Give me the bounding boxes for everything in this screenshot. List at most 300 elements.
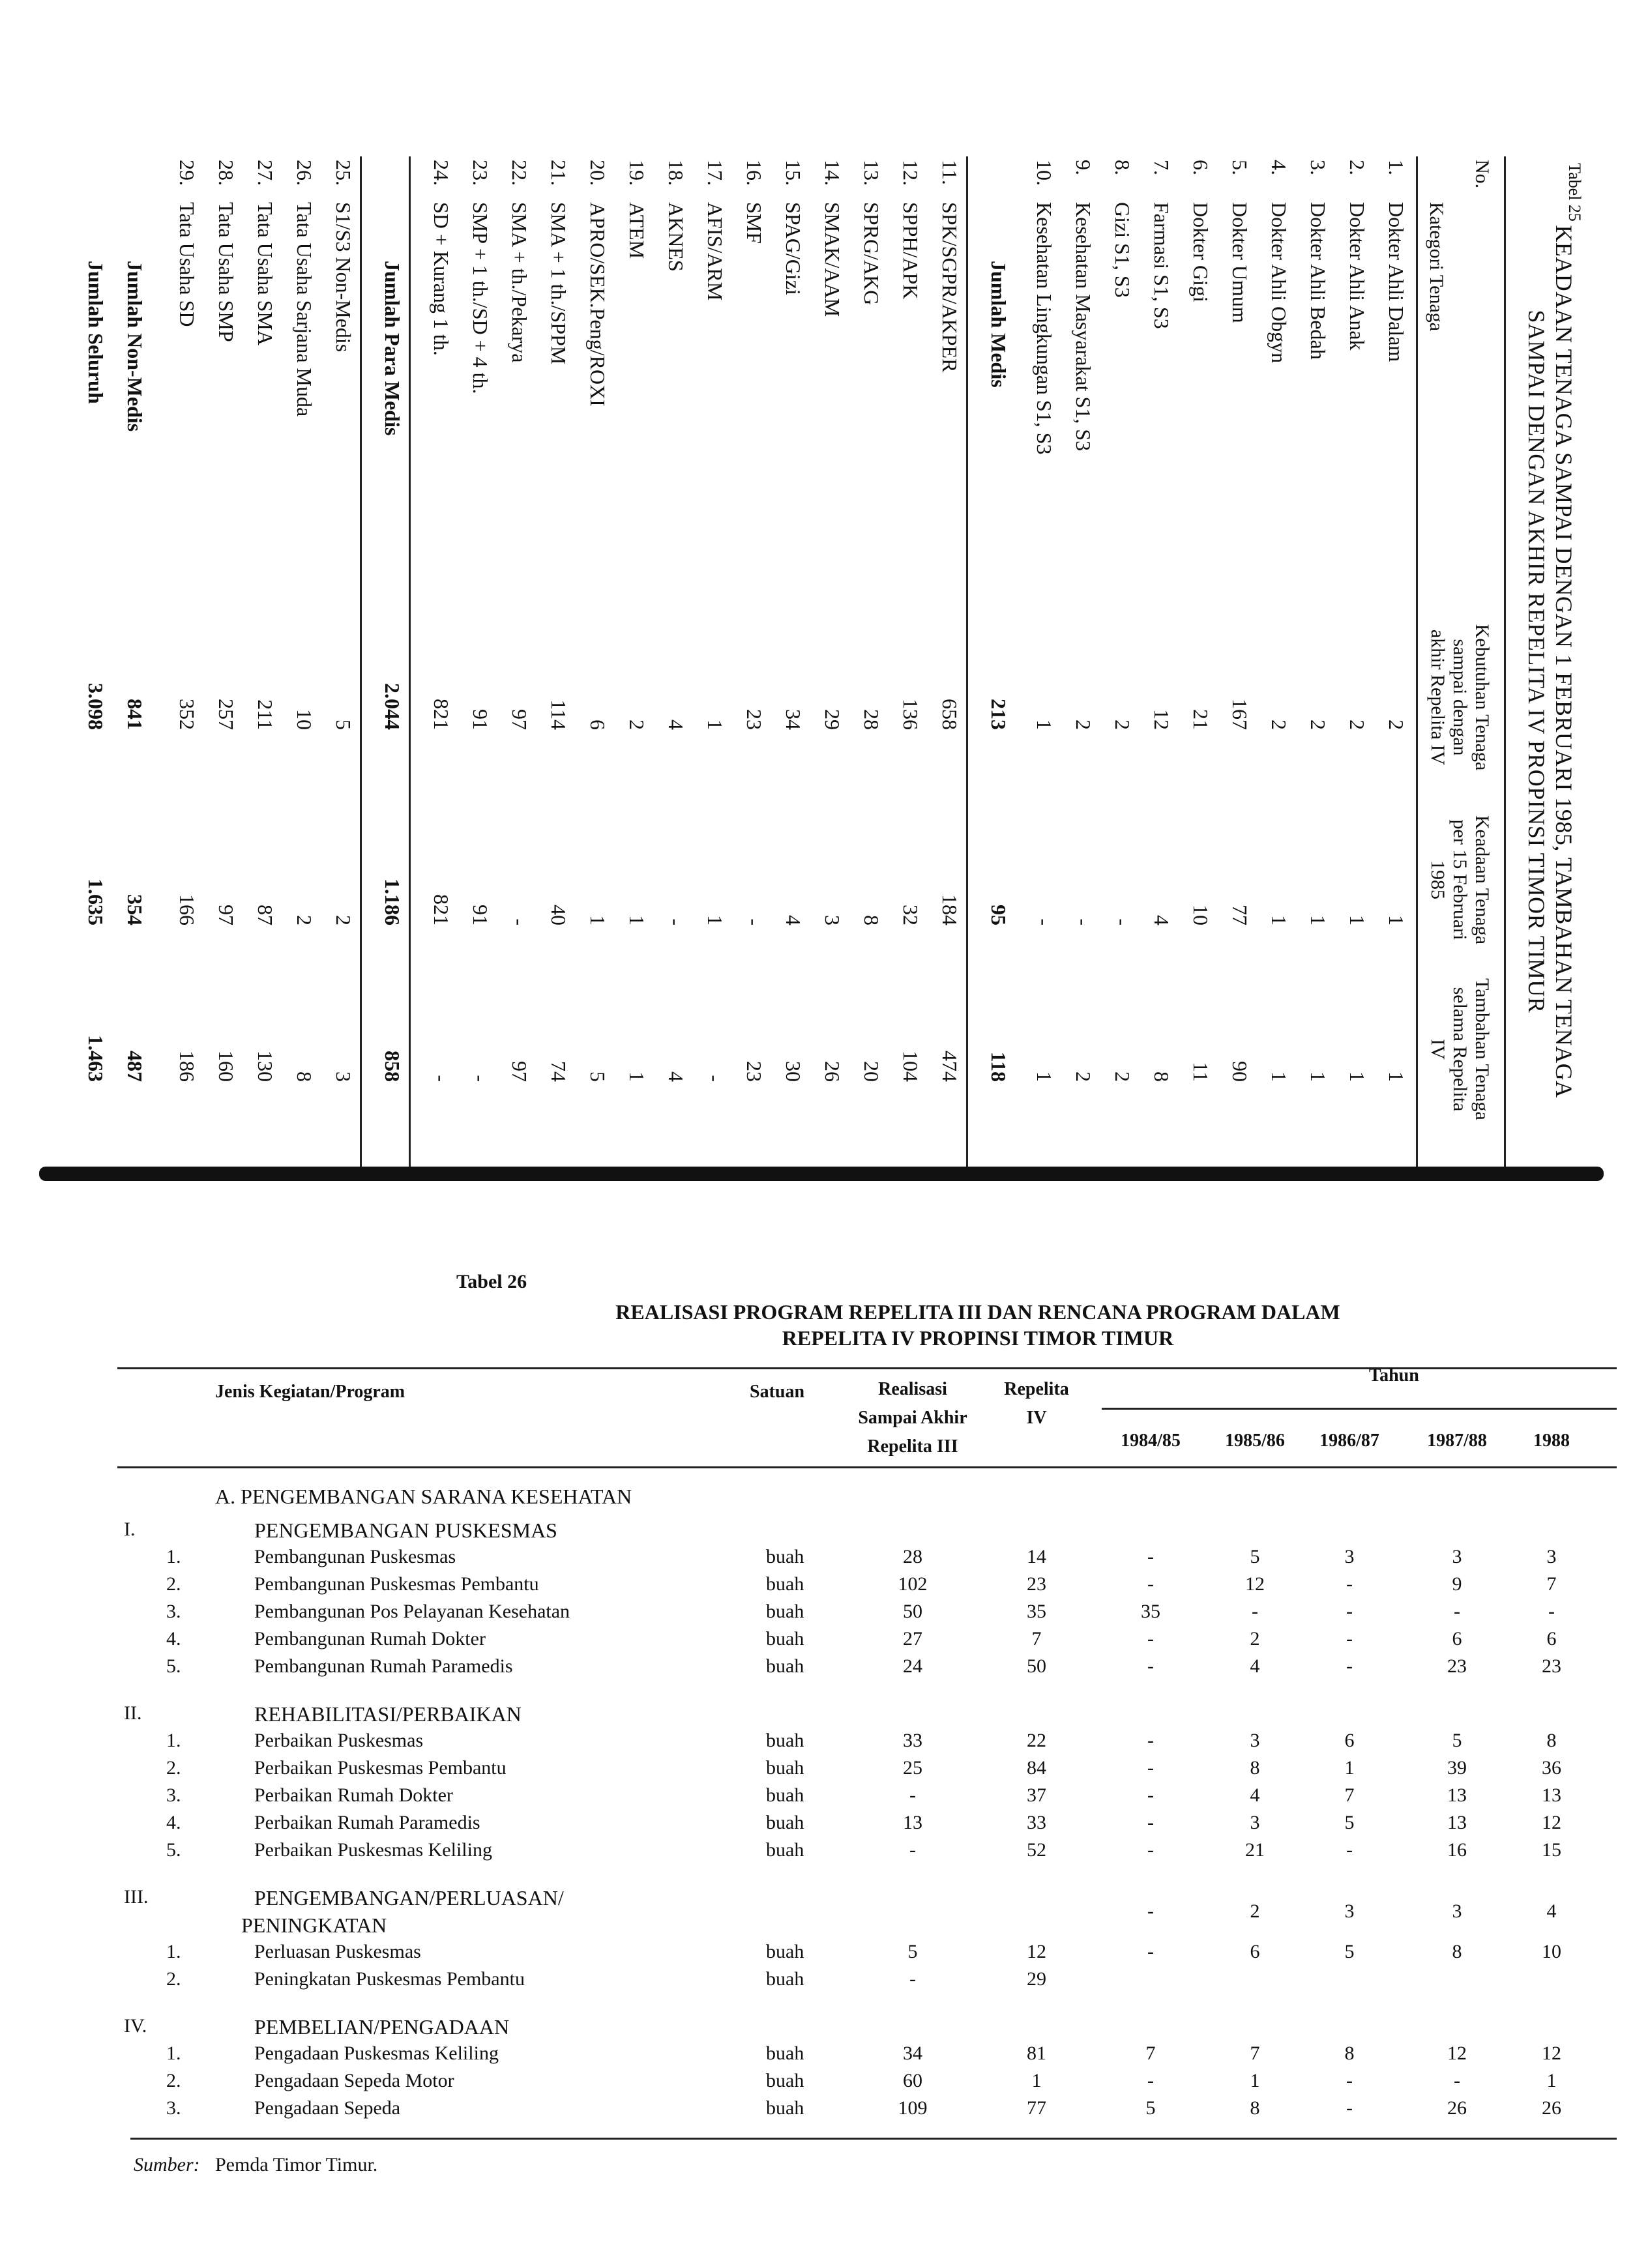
cell-year: 23 xyxy=(1447,1655,1467,1677)
row-number: 7. xyxy=(1150,160,1173,175)
row-number: 2. xyxy=(166,2070,181,2091)
cell-satuan: buah xyxy=(766,1941,804,1962)
cell-tambahan: 160 xyxy=(214,1051,238,1082)
cell-keadaan: 1 xyxy=(703,915,727,925)
cell-realisasi: - xyxy=(909,1968,916,1990)
cell-keadaan: 2 xyxy=(332,915,355,925)
row-label: Jumlah Para Medis xyxy=(381,261,404,436)
cell-realisasi: - xyxy=(909,1784,916,1806)
row-number: 1. xyxy=(166,1941,181,1962)
group-total-cell: 3 xyxy=(1344,1900,1355,1922)
row-number: 3. xyxy=(166,1784,181,1806)
row-program: Perbaikan Puskesmas xyxy=(254,1730,424,1751)
row-label: Jumlah Non-Medis xyxy=(123,261,147,432)
table-row xyxy=(922,156,962,1167)
cell-year: 6 xyxy=(1546,1628,1557,1650)
cell-year: 3 xyxy=(1250,1730,1260,1751)
group-total-cell: - xyxy=(1147,1900,1154,1922)
lower-table-label: Tabel 26 xyxy=(456,1271,527,1292)
upper-table-title-line1: KEADAAN TENAGA SAMPAI DENGAN 1 FEBRUARI 1985, TAMBAHAN TENAGA xyxy=(1551,225,1577,1098)
group-title: PEMBELIAN/PENGADAAN xyxy=(254,2015,510,2039)
cell-kebutuhan: 3.098 xyxy=(84,683,108,730)
cell-tambahan: 4 xyxy=(664,1071,688,1082)
cell-year: 6 xyxy=(1344,1730,1355,1751)
rule xyxy=(360,156,362,1167)
cell-year: - xyxy=(1252,1601,1258,1622)
cell-year: - xyxy=(1147,1812,1154,1833)
cell-kebutuhan: 97 xyxy=(508,709,531,730)
row-kategori: Tata Usaha Sarjana Muda xyxy=(293,202,316,417)
cell-keadaan: 4 xyxy=(1150,915,1173,925)
cell-tambahan: 74 xyxy=(547,1061,570,1082)
cell-keadaan: 1 xyxy=(586,915,610,925)
cell-tambahan: 1 xyxy=(1267,1071,1291,1082)
row-label: Jumlah Seluruh xyxy=(84,261,108,404)
cell-repelita: 50 xyxy=(1027,1655,1046,1677)
table-number-mark: Tabel 25 xyxy=(1565,163,1584,222)
row-number: 2. xyxy=(166,1573,181,1595)
cell-year: 12 xyxy=(1447,2043,1467,2064)
cell-realisasi: 28 xyxy=(903,1546,922,1567)
table-row xyxy=(277,156,316,1167)
year-header: 1987/88 xyxy=(1427,1431,1487,1451)
cell-satuan: buah xyxy=(766,2043,804,2064)
cell-year: 8 xyxy=(1344,2043,1355,2064)
row-number: 21. xyxy=(547,160,570,186)
row-program: Pembangunan Rumah Dokter xyxy=(254,1628,486,1650)
cell-year: 26 xyxy=(1447,2097,1467,2119)
row-kategori: SMA + th./Pekarya xyxy=(508,202,531,363)
cell-year: 2 xyxy=(1250,1628,1260,1650)
cell-kebutuhan: 136 xyxy=(899,699,922,730)
header-keadaan: Keadaan Tenaga per 15 Februari 1985 xyxy=(1427,815,1493,945)
row-number: 12. xyxy=(899,160,922,186)
cell-year: 10 xyxy=(1542,1941,1561,1962)
cell-kebutuhan: 28 xyxy=(860,709,883,730)
row-number: 19. xyxy=(625,160,649,186)
cell-year: 36 xyxy=(1542,1757,1561,1779)
cell-year: 3 xyxy=(1546,1546,1557,1567)
row-number: 3. xyxy=(166,2097,181,2119)
table-row xyxy=(805,156,844,1167)
cell-tambahan: 8 xyxy=(293,1071,316,1082)
row-number: 29. xyxy=(175,160,199,186)
table-row xyxy=(1291,156,1330,1167)
cell-tambahan: 30 xyxy=(782,1061,805,1082)
cell-year: 5 xyxy=(1344,1812,1355,1833)
cell-repelita: 33 xyxy=(1027,1812,1046,1833)
cell-year: 7 xyxy=(1250,2043,1260,2064)
row-number: 1. xyxy=(166,1546,181,1567)
group-title: REHABILITASI/PERBAIKAN xyxy=(254,1702,522,1726)
cell-tambahan: 3 xyxy=(332,1071,355,1082)
cell-keadaan: - xyxy=(743,918,766,925)
row-program: Perbaikan Rumah Dokter xyxy=(254,1784,453,1806)
rule xyxy=(117,1466,1617,1468)
row-program: Perbaikan Puskesmas Pembantu xyxy=(254,1757,507,1779)
header-repelita: Repelita IV xyxy=(1004,1379,1069,1428)
row-program: Perluasan Puskesmas xyxy=(254,1941,421,1962)
cell-repelita: 7 xyxy=(1031,1628,1042,1650)
row-kategori: Dokter Ahli Dalam xyxy=(1385,202,1408,362)
cell-keadaan: 87 xyxy=(254,905,277,925)
row-kategori: SMA + 1 th./SPPM xyxy=(547,202,570,365)
cell-kebutuhan: 34 xyxy=(782,709,805,730)
cell-realisasi: 25 xyxy=(903,1757,922,1779)
row-kategori: AFIS/ARM xyxy=(703,202,727,301)
cell-kebutuhan: 658 xyxy=(938,699,962,730)
cell-realisasi: - xyxy=(909,1839,916,1861)
cell-year: 26 xyxy=(1542,2097,1561,2119)
cell-kebutuhan: 23 xyxy=(743,709,766,730)
cell-kebutuhan: 5 xyxy=(332,720,355,730)
cell-keadaan: 2 xyxy=(293,915,316,925)
cell-year: 13 xyxy=(1542,1784,1561,1806)
cell-kebutuhan: 2 xyxy=(1072,720,1095,730)
cell-year: 8 xyxy=(1250,1757,1260,1779)
cell-keadaan: 95 xyxy=(987,905,1010,925)
row-kategori: ATEM xyxy=(625,202,649,259)
cell-year: 35 xyxy=(1141,1601,1160,1622)
cell-tambahan: 97 xyxy=(508,1061,531,1082)
cell-keadaan: - xyxy=(1111,918,1134,925)
cell-keadaan: - xyxy=(508,918,531,925)
row-program: Peningkatan Puskesmas Pembantu xyxy=(254,1968,525,1990)
row-number: 1. xyxy=(166,2043,181,2064)
cell-satuan: buah xyxy=(766,2097,804,2119)
header-kebutuhan: Kebutuhan Tenaga sampai dengan akhir Repelita IV xyxy=(1427,624,1493,771)
cell-year: - xyxy=(1548,1601,1555,1622)
cell-kebutuhan: 4 xyxy=(664,720,688,730)
cell-year: 7 xyxy=(1344,1784,1355,1806)
cell-keadaan: 3 xyxy=(821,915,844,925)
cell-year: 8 xyxy=(1546,1730,1557,1751)
table-row xyxy=(238,156,277,1167)
cell-tambahan: 474 xyxy=(938,1051,962,1082)
group-roman: III. xyxy=(124,1886,149,1908)
header-realisasi: Realisasi Sampai Akhir Repelita III xyxy=(858,1379,967,1457)
rule xyxy=(130,2138,1617,2140)
cell-tambahan: 20 xyxy=(860,1061,883,1082)
cell-year: - xyxy=(1454,1601,1460,1622)
cell-kebutuhan: 1 xyxy=(703,720,727,730)
cell-tambahan: - xyxy=(430,1075,453,1082)
cell-year: 12 xyxy=(1245,1573,1265,1595)
row-program: Pembangunan Puskesmas xyxy=(254,1546,456,1567)
row-kategori: Tata Usaha SMP xyxy=(214,202,238,342)
cell-realisasi: 34 xyxy=(903,2043,922,2064)
cell-year: - xyxy=(1346,2097,1353,2119)
row-number: 28. xyxy=(214,160,238,186)
table-row xyxy=(160,156,199,1167)
row-kategori: SMF xyxy=(743,202,766,244)
cell-year: 5 xyxy=(1344,1941,1355,1962)
cell-keadaan: 1 xyxy=(1385,915,1408,925)
row-number: 22. xyxy=(508,160,531,186)
year-header: 1986/87 xyxy=(1319,1431,1379,1451)
cell-year: 16 xyxy=(1447,1839,1467,1861)
cell-satuan: buah xyxy=(766,1968,804,1990)
row-number: 3. xyxy=(1306,160,1330,175)
cell-satuan: buah xyxy=(766,1812,804,1833)
rule xyxy=(1504,156,1506,1167)
cell-kebutuhan: 2 xyxy=(1346,720,1369,730)
cell-year: - xyxy=(1346,1655,1353,1677)
cell-year: - xyxy=(1454,2070,1460,2091)
table-row xyxy=(610,156,649,1167)
group-roman: IV. xyxy=(124,2015,147,2037)
group-total-cell: 3 xyxy=(1452,1900,1462,1922)
row-kategori: SPK/SGPR/AKPER xyxy=(938,202,962,373)
row-program: Perbaikan Rumah Paramedis xyxy=(254,1812,480,1833)
cell-year: - xyxy=(1147,1730,1154,1751)
row-kategori: SPRG/AKG xyxy=(860,202,883,306)
cell-satuan: buah xyxy=(766,1628,804,1650)
row-number: 4. xyxy=(166,1812,181,1833)
cell-kebutuhan: 21 xyxy=(1189,709,1213,730)
cell-tambahan: - xyxy=(703,1075,727,1082)
cell-tambahan: - xyxy=(469,1075,492,1082)
cell-year: - xyxy=(1147,1941,1154,1962)
table-row xyxy=(727,156,766,1167)
table-row xyxy=(1330,156,1369,1167)
upper-table xyxy=(39,156,1578,1167)
cell-keadaan: 1.186 xyxy=(381,879,404,925)
total-row xyxy=(365,156,404,1167)
cell-keadaan: 1 xyxy=(1267,915,1291,925)
cell-tambahan: 130 xyxy=(254,1051,277,1082)
row-number: 25. xyxy=(332,160,355,186)
row-kategori: APRO/SEK.Peng/ROXI xyxy=(586,202,610,407)
cell-keadaan: 77 xyxy=(1228,905,1252,925)
upper-table-title-line2: SAMPAI DENGAN AKHIR REPELITA IV PROPINSI TIMOR TIMUR xyxy=(1523,310,1550,1013)
row-kategori: Dokter Ahli Anak xyxy=(1346,202,1369,351)
source-label: Sumber: xyxy=(134,2154,200,2175)
row-number: 1. xyxy=(1385,160,1408,175)
cell-year: 21 xyxy=(1245,1839,1265,1861)
cell-realisasi: 50 xyxy=(903,1601,922,1622)
cell-year: - xyxy=(1147,1573,1154,1595)
cell-year: - xyxy=(1346,1601,1353,1622)
row-kategori: SMP + 1 th./SD + 4 th. xyxy=(469,202,492,394)
cell-year: 8 xyxy=(1250,2097,1260,2119)
row-number: 2. xyxy=(166,1757,181,1779)
row-number: 15. xyxy=(782,160,805,186)
rule xyxy=(1416,156,1418,1167)
row-program: Pembangunan Rumah Paramedis xyxy=(254,1655,513,1677)
cell-tambahan: 8 xyxy=(1150,1071,1173,1082)
cell-kebutuhan: 1 xyxy=(1033,720,1056,730)
cell-kebutuhan: 352 xyxy=(175,699,199,730)
group-roman: II. xyxy=(124,1702,142,1724)
table-row xyxy=(1134,156,1173,1167)
row-number: 17. xyxy=(703,160,727,186)
group-total-cell: 2 xyxy=(1250,1900,1260,1922)
lower-table-title-line1: REALISASI PROGRAM REPELITA III DAN RENCANA PROGRAM DALAM xyxy=(615,1300,1340,1324)
cell-year: 7 xyxy=(1145,2043,1156,2064)
cell-keadaan: 97 xyxy=(214,905,238,925)
cell-repelita: 52 xyxy=(1027,1839,1046,1861)
cell-keadaan: 166 xyxy=(175,894,199,925)
row-kategori: Kesehatan Lingkungan S1, S3 xyxy=(1033,202,1056,455)
cell-year: 7 xyxy=(1546,1573,1557,1595)
row-kategori: Tata Usaha SMA xyxy=(254,202,277,345)
row-number: 27. xyxy=(254,160,277,186)
table-row xyxy=(1213,156,1252,1167)
cell-year: 4 xyxy=(1250,1655,1260,1677)
cell-repelita: 37 xyxy=(1027,1784,1046,1806)
group-title-cont: PENINGKATAN xyxy=(241,1913,387,1937)
cell-year: - xyxy=(1147,1784,1154,1806)
row-kategori: Kesehatan Masyarakat S1, S3 xyxy=(1072,202,1095,452)
cell-satuan: buah xyxy=(766,1573,804,1595)
table-row xyxy=(453,156,492,1167)
table-row xyxy=(1056,156,1095,1167)
row-number: 5. xyxy=(166,1655,181,1677)
cell-satuan: buah xyxy=(766,2070,804,2091)
cell-tambahan: 1 xyxy=(1385,1071,1408,1082)
cell-keadaan: 1 xyxy=(625,915,649,925)
cell-year: 4 xyxy=(1250,1784,1260,1806)
row-number: 13. xyxy=(860,160,883,186)
year-header: 1985/86 xyxy=(1225,1431,1285,1451)
cell-keadaan: 10 xyxy=(1189,905,1213,925)
cell-repelita: 12 xyxy=(1027,1941,1046,1962)
cell-satuan: buah xyxy=(766,1757,804,1779)
year-header: 1988 xyxy=(1533,1431,1570,1451)
group-roman: I. xyxy=(124,1519,136,1540)
cell-keadaan: 354 xyxy=(123,894,147,925)
cell-year: 5 xyxy=(1452,1730,1462,1751)
cell-satuan: buah xyxy=(766,1601,804,1622)
row-kategori: SMAK/AAM xyxy=(821,202,844,317)
row-number: 14. xyxy=(821,160,844,186)
lower-table-title-line2: REPELITA IV PROPINSI TIMOR TIMUR xyxy=(782,1326,1174,1350)
cell-satuan: buah xyxy=(766,1839,804,1861)
row-program: Pengadaan Puskesmas Keliling xyxy=(254,2043,499,2064)
cell-year: 3 xyxy=(1452,1546,1462,1567)
row-kategori: SPPH/APK xyxy=(899,202,922,300)
cell-kebutuhan: 821 xyxy=(430,699,453,730)
row-number: 3. xyxy=(166,1601,181,1622)
row-number: 9. xyxy=(1072,160,1095,175)
cell-tambahan: 90 xyxy=(1228,1061,1252,1082)
cell-repelita: 35 xyxy=(1027,1601,1046,1622)
header-tahun: Tahun xyxy=(1369,1365,1419,1386)
cell-year: - xyxy=(1346,2070,1353,2091)
row-number: 6. xyxy=(1189,160,1213,175)
cell-keadaan: 4 xyxy=(782,915,805,925)
cell-tambahan: 5 xyxy=(586,1071,610,1082)
cell-year: 12 xyxy=(1542,1812,1561,1833)
table-row xyxy=(316,156,355,1167)
cell-year: - xyxy=(1147,1655,1154,1677)
cell-keadaan: 184 xyxy=(938,894,962,925)
table-row xyxy=(1252,156,1291,1167)
row-program: Perbaikan Puskesmas Keliling xyxy=(254,1839,492,1861)
cell-tambahan: 104 xyxy=(899,1051,922,1082)
cell-repelita: 1 xyxy=(1031,2070,1042,2091)
header-tambahan: Tambahan Tenaga selama Repelita IV xyxy=(1427,978,1493,1120)
row-number: 2. xyxy=(166,1968,181,1990)
row-kategori: Farmasi S1, S3 xyxy=(1150,202,1173,329)
cell-keadaan: - xyxy=(664,918,688,925)
row-kategori: Dokter Umum xyxy=(1228,202,1252,323)
cell-tambahan: 1 xyxy=(625,1071,649,1082)
table-row xyxy=(649,156,688,1167)
source-text: Pemda Timor Timur. xyxy=(215,2154,378,2175)
total-row xyxy=(68,156,108,1167)
cell-kebutuhan: 114 xyxy=(547,699,570,730)
row-number: 26. xyxy=(293,160,316,186)
row-program: Pembangunan Pos Pelayanan Kesehatan xyxy=(254,1601,570,1622)
cell-year: 23 xyxy=(1542,1655,1561,1677)
cell-tambahan: 118 xyxy=(987,1051,1010,1082)
cell-repelita: 84 xyxy=(1027,1757,1046,1779)
group-title: PENGEMBANGAN/PERLUASAN/ xyxy=(254,1886,564,1910)
cell-year: 3 xyxy=(1250,1812,1260,1833)
row-number: 2. xyxy=(1346,160,1369,175)
cell-realisasi: 60 xyxy=(903,2070,922,2091)
row-number: 8. xyxy=(1111,160,1134,175)
cell-year: 13 xyxy=(1447,1812,1467,1833)
cell-keadaan: 821 xyxy=(430,894,453,925)
row-number: 4. xyxy=(1267,160,1291,175)
cell-kebutuhan: 2 xyxy=(1111,720,1134,730)
total-row xyxy=(108,156,147,1167)
table-row xyxy=(1369,156,1408,1167)
cell-year: - xyxy=(1147,1757,1154,1779)
cell-year: - xyxy=(1147,1839,1154,1861)
cell-keadaan: 1 xyxy=(1346,915,1369,925)
cell-kebutuhan: 211 xyxy=(254,699,277,730)
rule xyxy=(966,156,968,1167)
cell-realisasi: 13 xyxy=(903,1812,922,1833)
total-row xyxy=(971,156,1010,1167)
cell-tambahan: 2 xyxy=(1072,1071,1095,1082)
cell-kebutuhan: 6 xyxy=(586,720,610,730)
cell-tambahan: 23 xyxy=(743,1061,766,1082)
cell-realisasi: 24 xyxy=(903,1655,922,1677)
table-row xyxy=(531,156,570,1167)
row-kategori: AKNES xyxy=(664,202,688,272)
cell-keadaan: 1.635 xyxy=(84,879,108,925)
row-number: 18. xyxy=(664,160,688,186)
cell-repelita: 81 xyxy=(1027,2043,1046,2064)
cell-kebutuhan: 29 xyxy=(821,709,844,730)
cell-keadaan: 1 xyxy=(1306,915,1330,925)
row-program: Pengadaan Sepeda Motor xyxy=(254,2070,454,2091)
cell-keadaan: - xyxy=(1072,918,1095,925)
cell-tambahan: 1 xyxy=(1306,1071,1330,1082)
row-kategori: SPAG/Gizi xyxy=(782,202,805,295)
row-number: 23. xyxy=(469,160,492,186)
table-row xyxy=(688,156,727,1167)
row-kategori: Gizi S1, S3 xyxy=(1111,202,1134,298)
row-number: 5. xyxy=(166,1839,181,1861)
header-satuan: Satuan xyxy=(750,1382,805,1402)
cell-year: 12 xyxy=(1542,2043,1561,2064)
cell-realisasi: 27 xyxy=(903,1628,922,1650)
cell-year: 5 xyxy=(1250,1546,1260,1567)
section-a-title: A. PENGEMBANGAN SARANA KESEHATAN xyxy=(215,1485,632,1508)
cell-year: - xyxy=(1346,1839,1353,1861)
row-program: Pembangunan Puskesmas Pembantu xyxy=(254,1573,539,1595)
year-header: 1984/85 xyxy=(1121,1431,1181,1451)
row-program: Pengadaan Sepeda xyxy=(254,2097,401,2119)
cell-tambahan: 11 xyxy=(1189,1062,1213,1082)
row-number: 11. xyxy=(938,160,962,185)
